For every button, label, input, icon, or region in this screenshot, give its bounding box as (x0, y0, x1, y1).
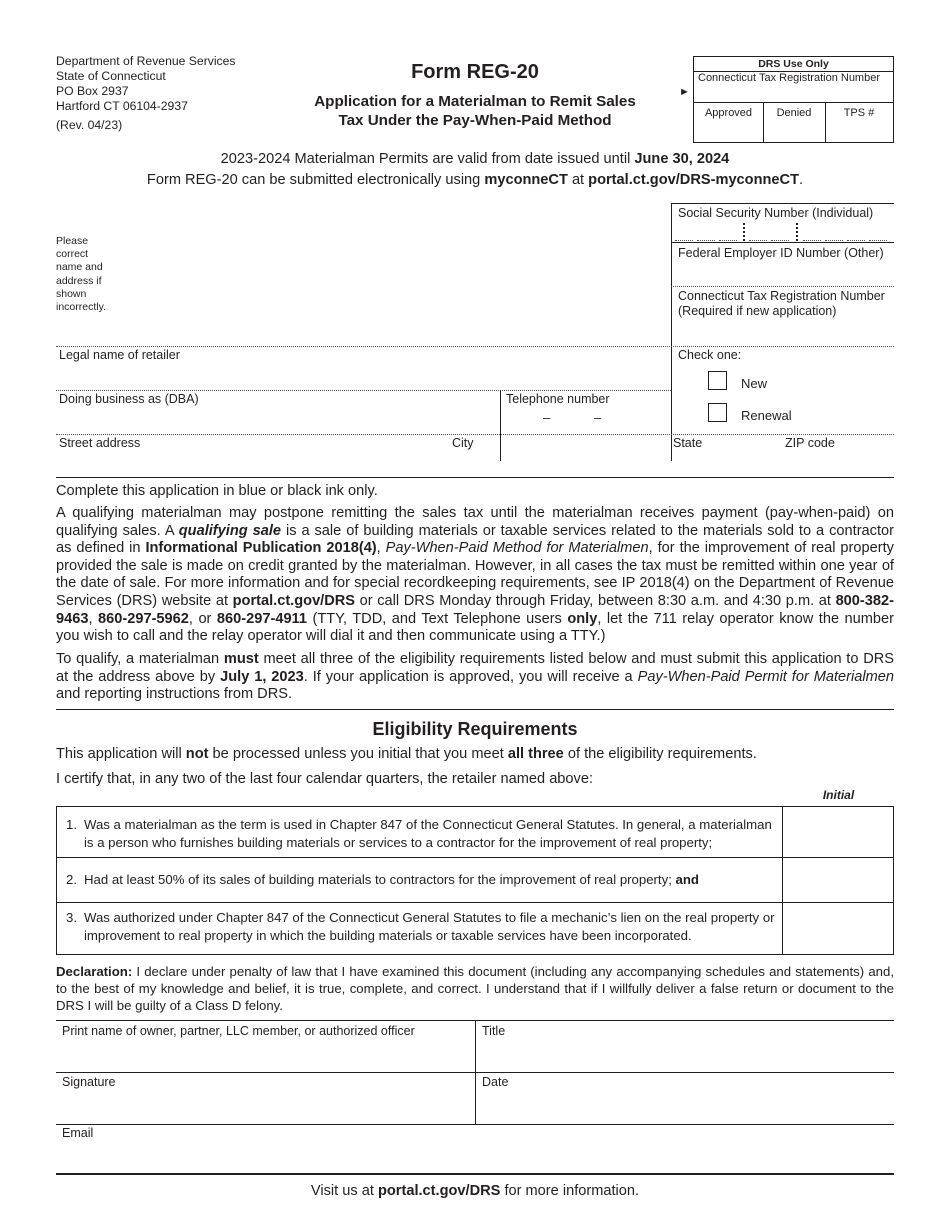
fein-label: Federal Employer ID Number (Other) (678, 246, 884, 260)
email-input[interactable] (57, 1142, 892, 1170)
phone-dash-1: – (543, 410, 551, 425)
subtitle-line-1: Application for a Materialman to Remit Sales (314, 93, 636, 110)
drs-approved: Approved (704, 107, 753, 119)
title-input[interactable] (478, 1040, 892, 1070)
ink-instruction: Complete this application in blue or black ink only. (56, 483, 378, 499)
initial-input-2[interactable] (784, 859, 892, 901)
telephone-label: Telephone number (506, 392, 610, 406)
validity-date: June 30, 2024 (634, 151, 730, 167)
drs-website-link[interactable]: portal.ct.gov/DRS (232, 592, 356, 609)
permit-validity-notice (0, 151, 950, 167)
street-input[interactable] (57, 452, 447, 474)
footer-rule (56, 1173, 894, 1175)
ct-reg-number-label: Connecticut Tax Registration Number (Required if new application) (678, 289, 885, 318)
agency-address (56, 54, 236, 133)
revision-date: (Rev. 04/23) (56, 118, 123, 132)
date-label: Date (482, 1075, 509, 1089)
legal-name-input[interactable] (57, 364, 669, 388)
dba-input[interactable] (57, 408, 497, 432)
zip-label: ZIP code (785, 436, 835, 450)
new-checkbox[interactable] (708, 371, 727, 390)
agency-city: Hartford CT 06104-2937 (56, 99, 188, 113)
initial-header: Initial (822, 788, 855, 802)
validity-text: 2023-2024 Materialman Permits are valid from date issued until (220, 151, 635, 167)
agency-name: Department of Revenue Services (56, 54, 236, 68)
form-subtitle (265, 92, 685, 130)
ssn-input[interactable] (673, 222, 894, 242)
drs-use-only-box (693, 56, 894, 143)
efile-app: myconneCT (484, 172, 568, 188)
drs-box-heading: DRS Use Only (758, 58, 829, 70)
signature-label: Signature (62, 1075, 116, 1089)
date-input[interactable] (478, 1091, 892, 1122)
city-label: City (452, 436, 474, 450)
certify-statement: I certify that, in any two of the last four calendar quarters, the retailer named above: (56, 771, 594, 787)
signature-input[interactable] (57, 1091, 473, 1122)
qualify-paragraph: To qualify, a materialman must meet all three of the eligibility requirements listed below and must submit this application to DRS at the address above by July 1, 2023. If your application is approved, you will receive a Pay-When-Paid Permit for Materialmen and reporting instructions from DRS. (56, 651, 895, 703)
print-name-input[interactable] (57, 1040, 473, 1070)
efile-text: Form REG-20 can be submitted electronically using (146, 172, 485, 188)
state-label: State (673, 436, 703, 450)
eligibility-heading: Eligibility Requirements (372, 719, 578, 739)
requirement-1: 1. Was a materialman as the term is used in Chapter 847 of the Connecticut General Statutes. In general, a materialman is a person who furnishes building materials or services to a contractor for the improvement of real property; (66, 817, 772, 850)
new-label: New (741, 376, 768, 391)
phone-dash-2: – (594, 410, 602, 425)
name-correction-note: Please correct name and address if shown incorrectly. (56, 235, 106, 314)
fein-input[interactable] (673, 262, 894, 286)
efile-at: at (567, 172, 589, 188)
agency-po-box: PO Box 2937 (56, 84, 129, 98)
drs-denied: Denied (776, 107, 812, 119)
street-label: Street address (59, 436, 141, 450)
legal-name-label: Legal name of retailer (59, 348, 180, 362)
check-one-label: Check one: (678, 348, 742, 362)
ct-reg-number-input[interactable] (673, 320, 894, 344)
drs-arrow-icon: ► (679, 86, 690, 98)
initial-input-3[interactable] (784, 904, 892, 953)
initial-input-1[interactable] (784, 808, 892, 856)
electronic-filing-notice (0, 172, 950, 188)
agency-state: State of Connecticut (56, 69, 166, 83)
drs-reg-number-label: Connecticut Tax Registration Number (698, 72, 880, 84)
footer: Visit us at portal.ct.gov/DRS for more information. (310, 1183, 640, 1199)
subtitle-line-2: Tax Under the Pay-When-Paid Method (338, 112, 612, 129)
telephone-input[interactable] (502, 408, 669, 432)
drs-tps: TPS # (843, 107, 875, 119)
ssn-label: Social Security Number (Individual) (678, 206, 874, 220)
form-title: Form REG-20 (411, 61, 539, 83)
state-input[interactable] (673, 452, 781, 474)
efile-url[interactable]: portal.ct.gov/DRS-myconneCT (588, 172, 799, 188)
eligibility-note: This application will not be processed unless you initial that you meet all three of the eligibility requirements. (56, 746, 757, 762)
dba-label: Doing business as (DBA) (59, 392, 199, 406)
qualifying-paragraph: A qualifying materialman may postpone remitting the sales tax until the materialman receives payment (pay-when-paid) on qualifying sales. A qualifying sale is a sale of building materials or taxable services related to the materials sold to a contractor as defined in Informational Publication 2018(4), Pay-When-Paid Method for Materialmen, for the improvement of real property provided the sale is made on credit granted by the materialman. However, in all cases the tax must be remitted within one year of the date of sale. For more information and for special recordkeeping requirements, see IP 2018(4) on the Department of Revenue Services (DRS) website at portal.ct.gov/DRS or call DRS Monday through Friday, between 8:30 a.m. and 4:30 p.m. at 800-382-9463, 860-297-5962, or 860-297-4911 (TTY, TDD, and Text Telephone users only, let the 711 relay operator know the number you wish to call and the relay operator will dial it and then communicate using a TTY.) (56, 505, 895, 645)
requirement-3: 3. Was authorized under Chapter 847 of the Connecticut General Statutes to file a mechanic’s lien on the real property or improvement to real property in which the building materials or taxable services have been incorporated. (66, 910, 775, 943)
title-label: Title (482, 1024, 506, 1038)
email-label: Email (62, 1126, 94, 1140)
requirement-2: 2. Had at least 50% of its sales of building materials to contractors for the improvement of real property; and (66, 872, 699, 887)
city-input[interactable] (450, 452, 669, 474)
footer-url[interactable]: portal.ct.gov/DRS (377, 1183, 501, 1199)
renewal-checkbox[interactable] (708, 403, 727, 422)
zip-input[interactable] (783, 452, 894, 474)
declaration: Declaration: I declare under penalty of law that I have examined this document (including any accompanying schedules and statements) and, to the best of my knowledge and belief, it is true, complete, and correct. I understand that if I willfully deliver a false return or document to the DRS I will be guilty of a Class D felony. (56, 964, 894, 1013)
renewal-label: Renewal (741, 408, 792, 423)
print-name-label: Print name of owner, partner, LLC member, or authorized officer (62, 1024, 415, 1038)
efile-period: . (799, 172, 804, 188)
